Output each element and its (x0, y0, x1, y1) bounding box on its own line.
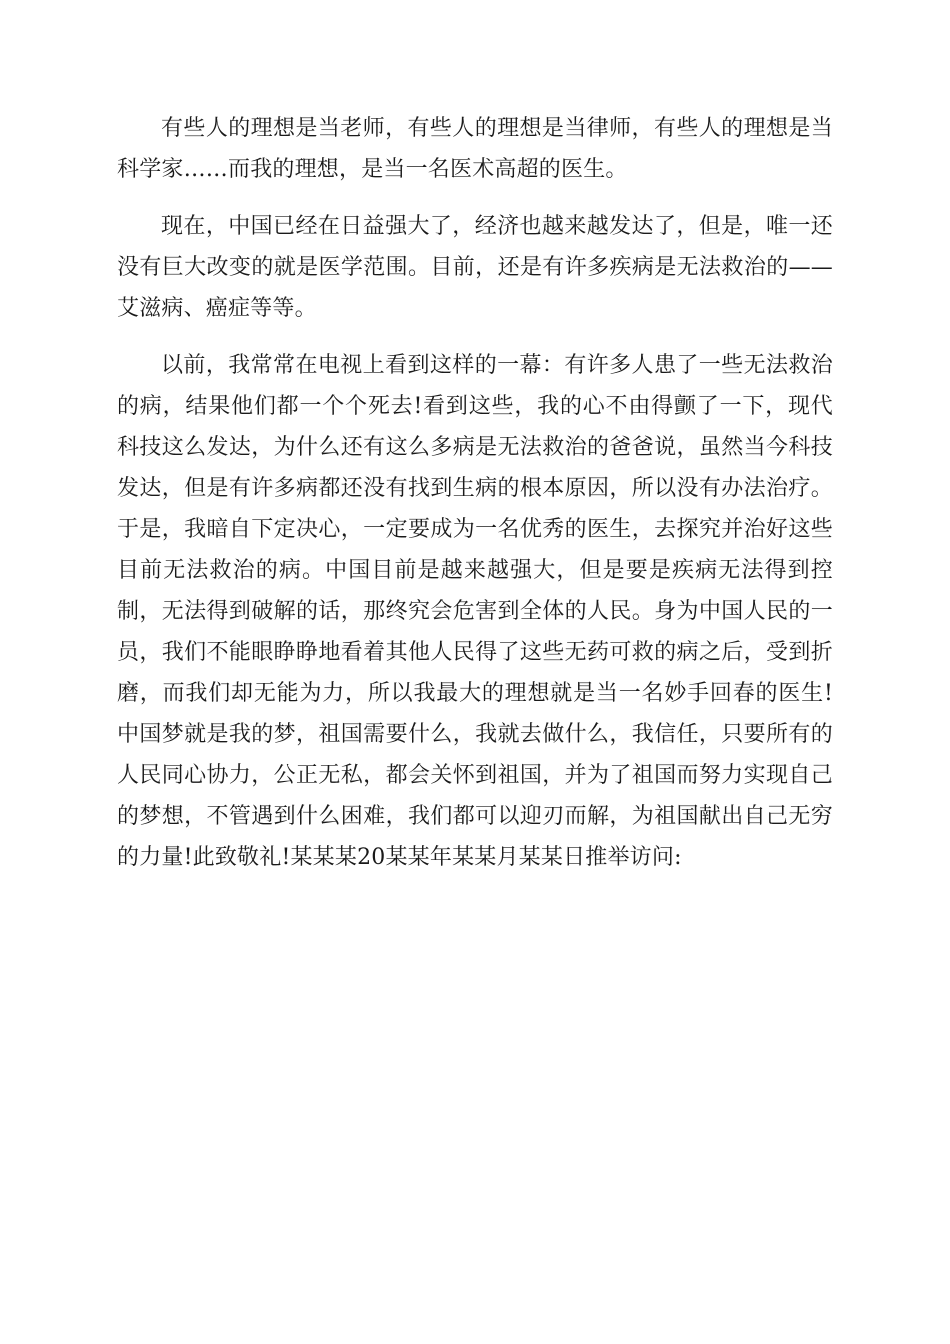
paragraph-3: 以前，我常常在电视上看到这样的一幕：有许多人患了一些无法救治的病，结果他们都一个个死去!看到这些，我的心不由得颤了一下，现代科技这么发达，为什么还有这么多病是无法救治的爸爸说，虽然当今科技发达，但是有许多病都还没有找到生病的根本原因，所以没有办法治疗。于是，我暗自下定决心，一定要成为一名优秀的医生，去探究并治好这些目前无法救治的病。中国目前是越来越强大，但是要是疾病无法得到控制，无法得到破解的话，那终究会危害到全体的人民。身为中国人民的一员，我们不能眼睁睁地看着其他人民得了这些无药可救的病之后，受到折磨，而我们却无能为力，所以我最大的理想就是当一名妙手回春的医生!中国梦就是我的梦，祖国需要什么，我就去做什么，我信任，只要所有的人民同心协力，公正无私，都会关怀到祖国，并为了祖国而努力实现自己的梦想，不管遇到什么困难，我们都可以迎刃而解，为祖国献出自己无穷的力量!此致敬礼!某某某20某某年某某月某某日推举访问: (117, 353, 833, 870)
paragraph-2: 现在，中国已经在日益强大了，经济也越来越发达了，但是，唯一还没有巨大改变的就是医学范围。目前，还是有许多疾病是无法救治的——艾滋病、癌症等等。 (117, 214, 833, 321)
paragraph-1: 有些人的理想是当老师，有些人的理想是当律师，有些人的理想是当科学家……而我的理想，是当一名医术高超的医生。 (117, 116, 833, 182)
document-body (117, 108, 833, 894)
